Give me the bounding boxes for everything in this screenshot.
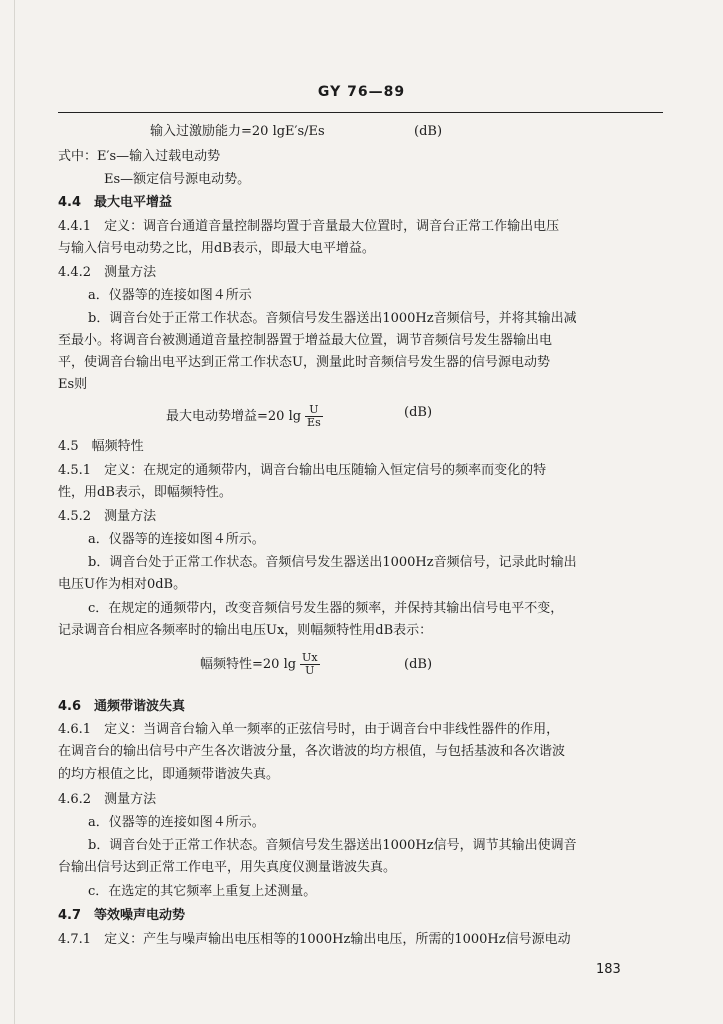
text-line: 4.5.1 定义：在规定的通频带内，调音台输出电压随输入恒定信号的频率而变化的特 [58,463,547,478]
text-line: 在调音台的输出信号中产生各次谐波分量，各次谐波的均方根值，与包括基波和各次谐波 [58,744,566,759]
subsection-heading-4-4-2: 4.4.2 测量方法 [58,265,157,280]
text-line: 台输出信号达到正常工作电平，用失真度仪测量谐波失真。 [58,860,397,875]
text-line: 记录调音台相应各频率时的输出电压Ux，则幅频特性用dB表示： [58,623,433,638]
section-heading-4-5: 4.5 幅频特性 [58,439,144,454]
section-heading-4-6: 4.6 通频带谐波失真 [58,699,186,714]
text-line: a．仪器等的连接如图４所示。 [88,532,265,547]
text-line: Es则 [58,377,88,392]
subsection-heading-4-5-2: 4.5.2 测量方法 [58,509,157,524]
text-line: 4.4.1 定义：调音台通道音量控制器均置于音量最大位置时，调音台正常工作输出电压 [58,219,560,234]
formula-frequency-response-lhs: 幅频特性=20 lg [200,657,297,672]
page-number: 183 [596,962,621,977]
text-line: 至最小。将调音台被测通道音量控制器置于增益最大位置，调节音频信号发生器输出电 [58,333,553,348]
text-line: 4.6.1 定义：当调音台输入单一频率的正弦信号时，由于调音台中非线性器件的作用， [58,722,560,737]
text-line: a．仪器等的连接如图４所示。 [88,815,265,830]
fraction [300,652,319,677]
header-rule [58,112,663,113]
text-line: 与输入信号电动势之比，用dB表示，即最大电平增益。 [58,241,375,256]
text-line: b．调音台处于正常工作状态。音频信号发生器送出1000Hz音频信号，记录此时输出 [88,555,577,570]
fraction [305,404,323,429]
section-heading-4-4: 4.4 最大电平增益 [58,195,173,210]
text-line: b．调音台处于正常工作状态。音频信号发生器送出1000Hz信号，调节其输出使调音 [88,838,577,853]
text-line: c．在选定的其它频率上重复上述测量。 [88,884,317,899]
formula-overload-lhs: 输入过激励能力=20 lgE′s/Es [150,124,325,139]
text-line: a．仪器等的连接如图４所示 [88,288,252,303]
subsection-heading-4-6-2: 4.6.2 测量方法 [58,792,157,807]
text-line: 平，使调音台输出电平达到正常工作状态U，测量此时音频信号发生器的信号源电动势 [58,355,550,370]
formula-max-gain-unit: (dB) [404,405,433,420]
formula-overload [150,123,325,141]
denominator: Es [307,416,321,429]
text-line: Es—额定信号源电动势。 [104,172,251,187]
page-edge-shadow [14,0,15,1024]
text-line: 4.7.1 定义：产生与噪声输出电压相等的1000Hz输出电压，所需的1000Hz信号源电动 [58,932,571,947]
formula-max-gain [166,404,327,429]
text-line: 电压U作为相对0dB。 [58,577,187,592]
text-line: b．调音台处于正常工作状态。音频信号发生器送出1000Hz音频信号，并将其输出减 [88,311,577,326]
text-line: 性，用dB表示，即幅频特性。 [58,485,232,500]
page-header: GY 76—89 [317,84,406,100]
denominator: U [305,664,315,677]
numerator: U [305,404,323,417]
formula-overload-unit: (dB) [414,124,443,139]
formula-frequency-response [200,652,324,677]
text-line: 式中：E′s—输入过载电动势 [58,149,221,164]
section-heading-4-7: 4.7 等效噪声电动势 [58,908,186,923]
formula-frequency-response-unit: (dB) [404,657,433,672]
text-line: c．在规定的通频带内，改变音频信号发生器的频率，并保持其输出信号电平不变， [88,601,564,616]
numerator: Ux [302,651,318,664]
formula-max-gain-lhs: 最大电动势增益=20 lg [166,409,302,424]
text-line: 的均方根值之比，即通频带谐波失真。 [58,767,280,782]
